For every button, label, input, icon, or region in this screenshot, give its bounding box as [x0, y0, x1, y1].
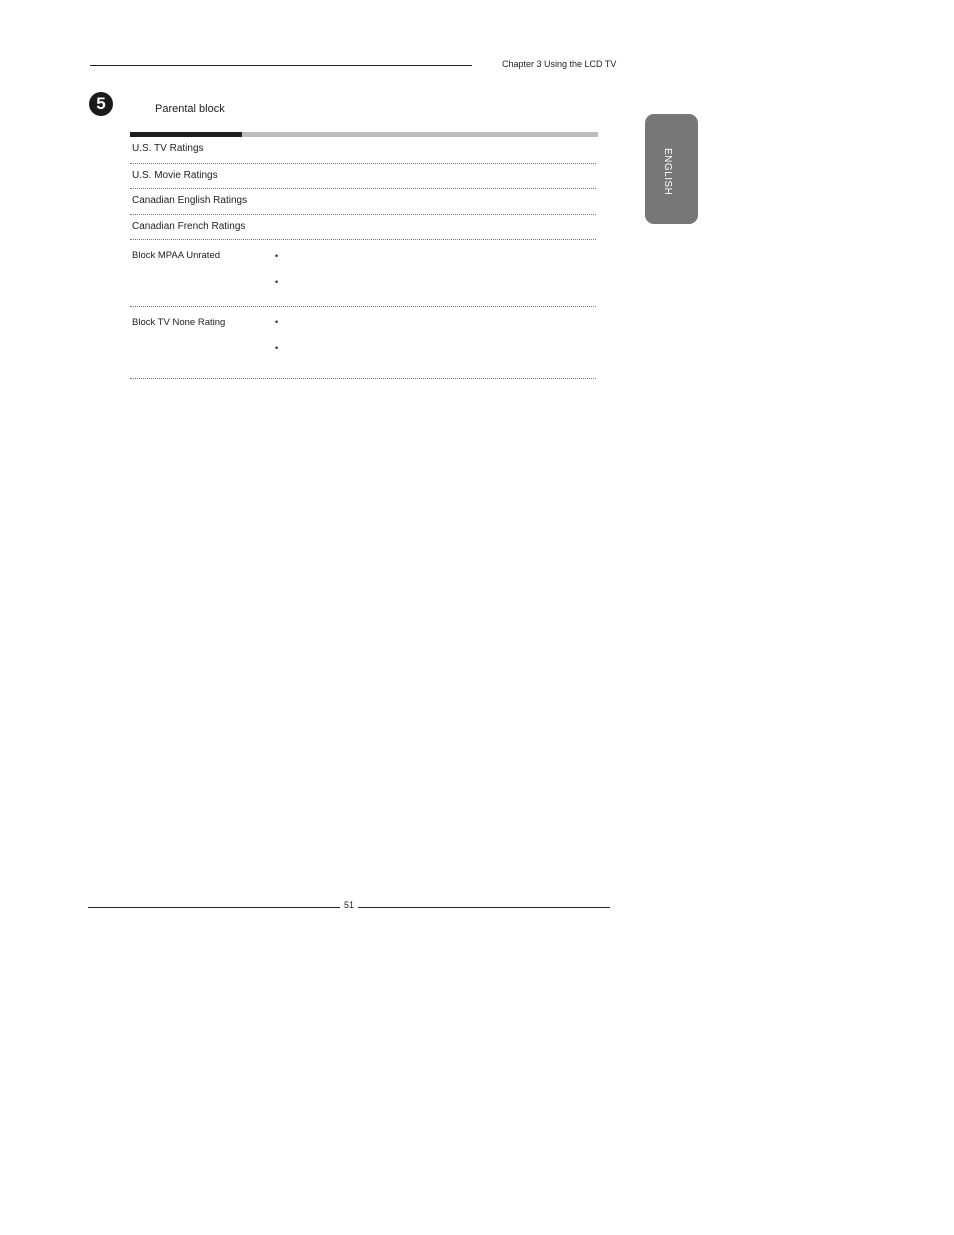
footer-rule-right: [358, 907, 610, 908]
row-label: U.S. TV Ratings: [132, 143, 204, 154]
language-side-tab: [645, 114, 698, 224]
bullet-point: •: [275, 343, 279, 353]
table-row: [130, 137, 596, 164]
header-rule: [90, 65, 472, 66]
parental-block-table: [130, 137, 596, 379]
table-row: [130, 215, 596, 240]
table-row: [130, 189, 596, 215]
row-label: Canadian English Ratings: [132, 195, 248, 206]
bullet-point: •: [275, 317, 279, 327]
table-row: [130, 240, 596, 307]
section-title: Parental block: [155, 103, 225, 115]
bullet-point: •: [275, 251, 279, 261]
row-label: Block TV None Rating: [132, 317, 226, 328]
row-label: Canadian French Ratings: [132, 221, 246, 232]
chapter-title: Chapter 3 Using the LCD TV: [502, 59, 617, 69]
table-row: [130, 164, 596, 189]
row-label: Block MPAA Unrated: [132, 250, 221, 261]
row-label: U.S. Movie Ratings: [132, 170, 218, 181]
bullet-point: •: [275, 277, 279, 287]
page-number: 51: [343, 900, 354, 910]
footer-rule-left: [88, 907, 340, 908]
table-row: [130, 307, 596, 379]
step-number-badge: 5: [89, 92, 113, 116]
language-label: ENGLISH: [662, 148, 673, 196]
